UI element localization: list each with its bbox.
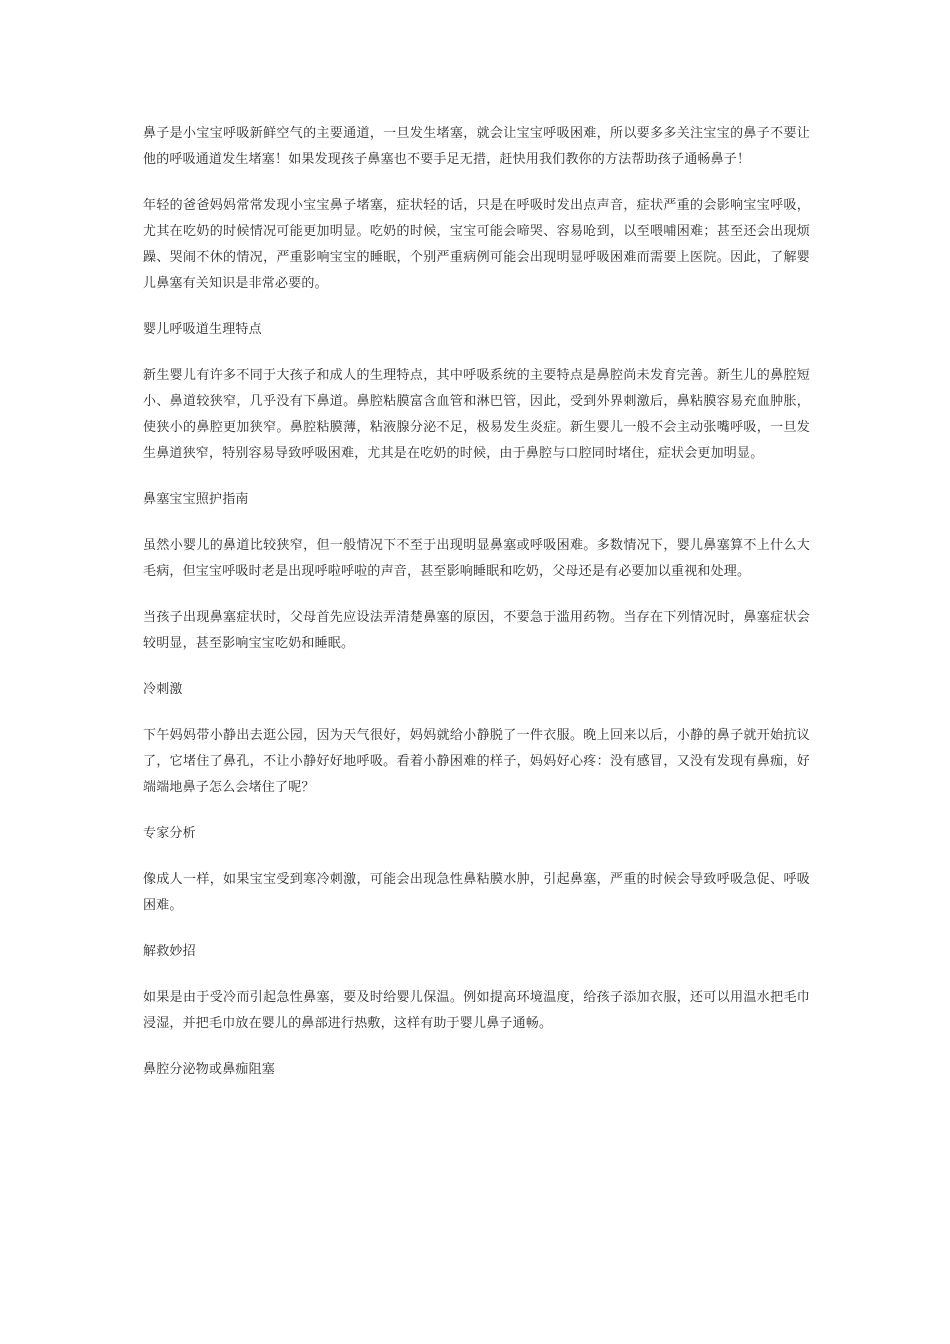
symptoms-paragraph: 年轻的爸爸妈妈常常发现小宝宝鼻子堵塞，症状轻的话，只是在呼吸时发出点声音，症状严重的会影响宝宝呼吸，尤其在吃奶的时候情况可能更加明显。吃奶的时候，宝宝可能会啼哭、容易呛到，以至喂哺困难；甚至还会出现烦躁、哭闹不休的情况，严重影响宝宝的睡眠，个别严重病例可能会出现明显呼吸困难而需要上医院。因此，了解婴儿鼻塞有关知识是非常必要的。 (143, 198, 810, 291)
intro-paragraph: 鼻子是小宝宝呼吸新鲜空气的主要通道，一旦发生堵塞，就会让宝宝呼吸困难，所以要多多关注宝宝的鼻子不要让他的呼吸通道发生堵塞！如果发现孩子鼻塞也不要手足无措，赶快用我们教你的方法帮助孩子通畅鼻子！ (143, 126, 810, 167)
physiology-paragraph: 新生婴儿有许多不同于大孩子和成人的生理特点，其中呼吸系统的主要特点是鼻腔尚未发育完善。新生儿的鼻腔短小、鼻道较狭窄，几乎没有下鼻道。鼻腔粘膜富含血管和淋巴管，因此，受到外界刺激后，鼻粘膜容易充血肿胀，使狭小的鼻腔更加狭窄。鼻腔粘膜薄，粘液腺分泌不足，极易发生炎症。新生婴儿一般不会主动张嘴呼吸，一旦发生鼻道狭窄，特别容易导致呼吸困难，尤其是在吃奶的时候，由于鼻腔与口腔同时堵住，症状会更加明显。 (143, 368, 810, 461)
expert-analysis-paragraph: 像成人一样，如果宝宝受到寒冷刺激，可能会出现急性鼻粘膜水肿，引起鼻塞，严重的时候会导致呼吸急促、呼吸困难。 (143, 872, 810, 913)
care-guide-paragraph: 虽然小婴儿的鼻道比较狭窄，但一般情况下不至于出现明显鼻塞或呼吸困难。多数情况下，婴儿鼻塞算不上什么大毛病，但宝宝呼吸时老是出现呼啦呼啦的声音，甚至影响睡眠和吃奶，父母还是有必要加以重视和处理。 (143, 538, 810, 579)
section-heading-cold: 冷刺激 (143, 682, 183, 697)
section-heading-remedy: 解救妙招 (143, 944, 196, 959)
document-page (143, 121, 810, 1103)
cold-story-paragraph: 下午妈妈带小静出去逛公园，因为天气很好，妈妈就给小静脱了一件衣服。晚上回来以后，小静的鼻子就开始抗议了，它堵住了鼻孔，不让小静好好地呼吸。看着小静困难的样子，妈妈好心疼：没有感冒，又没有发现有鼻痂，好端端地鼻子怎么会堵住了呢？ (143, 728, 810, 795)
causes-intro-paragraph: 当孩子出现鼻塞症状时，父母首先应设法弄清楚鼻塞的原因，不要急于滥用药物。当存在下列情况时，鼻塞症状会较明显，甚至影响宝宝吃奶和睡眠。 (143, 610, 810, 651)
remedy-paragraph: 如果是由于受冷而引起急性鼻塞，要及时给婴儿保温。例如提高环境温度，给孩子添加衣服，还可以用温水把毛巾浸湿，并把毛巾放在婴儿的鼻部进行热敷，这样有助于婴儿鼻子通畅。 (143, 990, 810, 1031)
section-heading-physiology: 婴儿呼吸道生理特点 (143, 322, 262, 337)
section-heading-care-guide: 鼻塞宝宝照护指南 (143, 492, 249, 507)
section-heading-secretions: 鼻腔分泌物或鼻痂阻塞 (143, 1062, 276, 1077)
section-heading-expert-analysis: 专家分析 (143, 826, 196, 841)
